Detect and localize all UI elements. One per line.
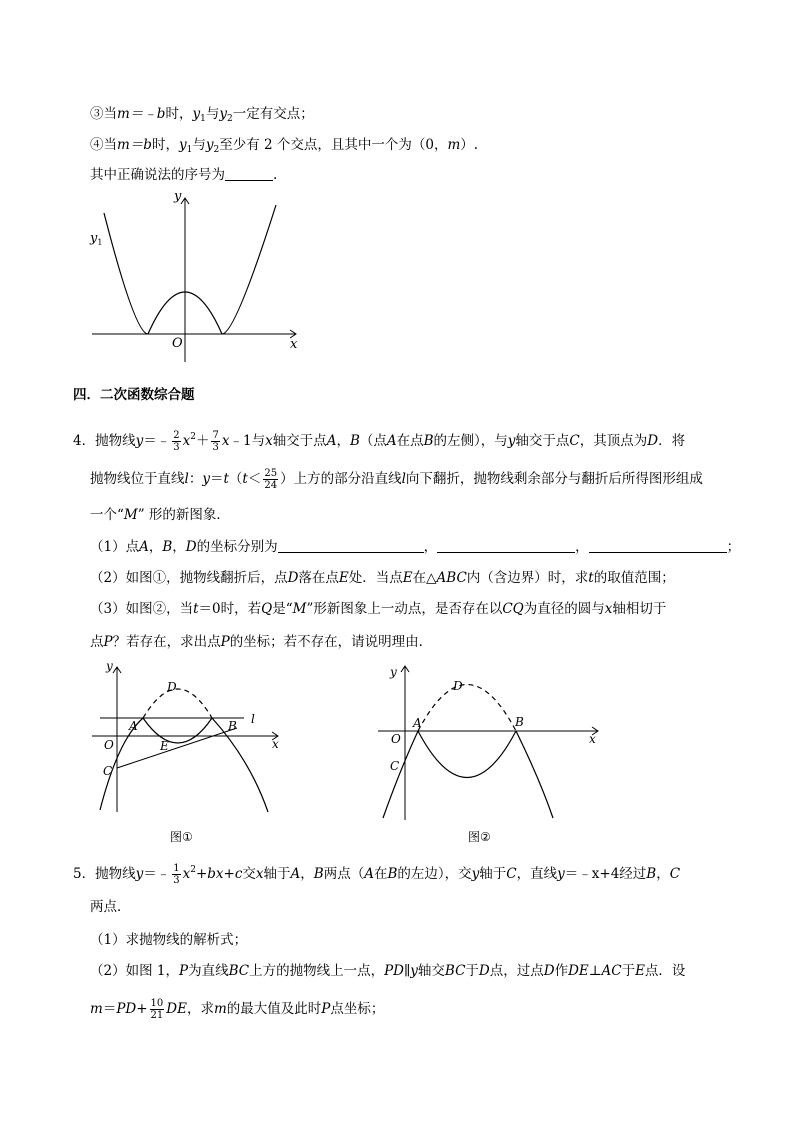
fig2-caption: 图②: [468, 830, 491, 844]
y-label: y: [174, 189, 182, 204]
fig2-B-label: B: [515, 715, 524, 729]
fig2-A-label: A: [413, 716, 422, 730]
fig2-parabola-right: [516, 731, 553, 818]
fig2-O-label: O: [391, 732, 401, 746]
fig2-C-label: C: [390, 759, 400, 773]
fraction-2-3: $\frac{2}{3}$: [173, 430, 180, 453]
x-label: x: [290, 337, 298, 352]
q5-part-2: （2）如图 1，P为直线BC上方的抛物线上一点，PD∥y轴交BC于D点，过点D作DE⊥AC于E点．设: [90, 963, 686, 979]
q5-part-2-cont: m＝PD+ $\frac{10}{21}$ DE，求m的最大值及此时P点坐标；: [90, 998, 385, 1021]
q4-part-1: （1）点A，B，D的坐标分别为 ， ， ；: [90, 539, 741, 555]
q4-part-3: （3）如图②，当t＝0时，若Q是“M”形新图象上一动点，是否存在以CQ为直径的圆与x轴相切于: [90, 601, 667, 617]
fig1-E-label: E: [160, 739, 169, 753]
fig1-D-label: D: [167, 680, 177, 694]
fig1-A-label: A: [129, 719, 138, 733]
fig1-C-label: C: [103, 764, 113, 778]
q4-part-3-cont: 点P？若存在，求出点P的坐标；若不存在，请说明理由．: [90, 634, 433, 650]
fig1-caption: 图①: [170, 830, 193, 844]
fraction-10-21: $\frac{10}{21}$: [150, 998, 164, 1021]
q5-line-1: 5．抛物线y＝﹣ $\frac{1}{3}$ $x^2+bx+c$交x轴于A，B两点（A在B的左边），交y轴于C，直线y＝﹣x+4经过B，C: [73, 863, 681, 886]
fraction-7-3: $\frac{7}{3}$: [212, 430, 219, 453]
q5-line-2: 两点．: [90, 899, 131, 915]
statement-4: ④当m＝b时，$y_1$与$y_2$至少有 2 个交点，且其中一个为（0，m）.: [90, 137, 479, 155]
fig1-l-label: l: [251, 712, 255, 726]
statement-3: ③当m＝﹣b时，$y_1$与$y_2$一定有交点；: [90, 106, 314, 124]
y1-label: $y_1$: [90, 231, 103, 247]
fig1-x-label: x: [272, 737, 279, 751]
fig2-folded-arc: [418, 731, 516, 778]
fig2-D-label: D: [453, 679, 463, 693]
fig2-y-label: y: [390, 665, 397, 679]
fig1-B-label: B: [228, 719, 237, 733]
origin-label: O: [172, 336, 183, 351]
fraction-25-24: $\frac{25}{24}$: [264, 468, 278, 491]
fig1-O-label: O: [104, 738, 114, 752]
q4-line-2: 抛物线位于直线l：y＝t（t＜ $\frac{25}{24}$ ）上方的部分沿直线l向下翻折，抛物线剩余部分与翻折后所得图形组成: [90, 468, 703, 491]
q4-part-2: （2）如图①，抛物线翻折后，点D落在点E处．当点E在△ABC内（含边界）时，求t的取值范围；: [90, 570, 675, 586]
question-3-ask: 其中正确说法的序号为 .: [90, 167, 278, 183]
section-title: 四．二次函数综合题: [73, 387, 195, 403]
q4-line-3: 一个“M” 形的新图象．: [90, 507, 230, 523]
q4-line-1: 4．抛物线y＝﹣ $\frac{2}{3}$ $x^2+$ $\frac{7}{3}$ x﹣1与x轴交于点A，B（点A在点B的左侧），与y轴交于点C，其顶点为D．将: [73, 430, 686, 453]
q5-part-1: （1）求抛物线的解析式；: [90, 932, 248, 948]
fig2-dashed-arc: [418, 685, 516, 732]
fig2-x-label: x: [589, 732, 596, 746]
fraction-1-3: $\frac{1}{3}$: [173, 863, 180, 886]
fig1-y-label: y: [106, 659, 113, 673]
